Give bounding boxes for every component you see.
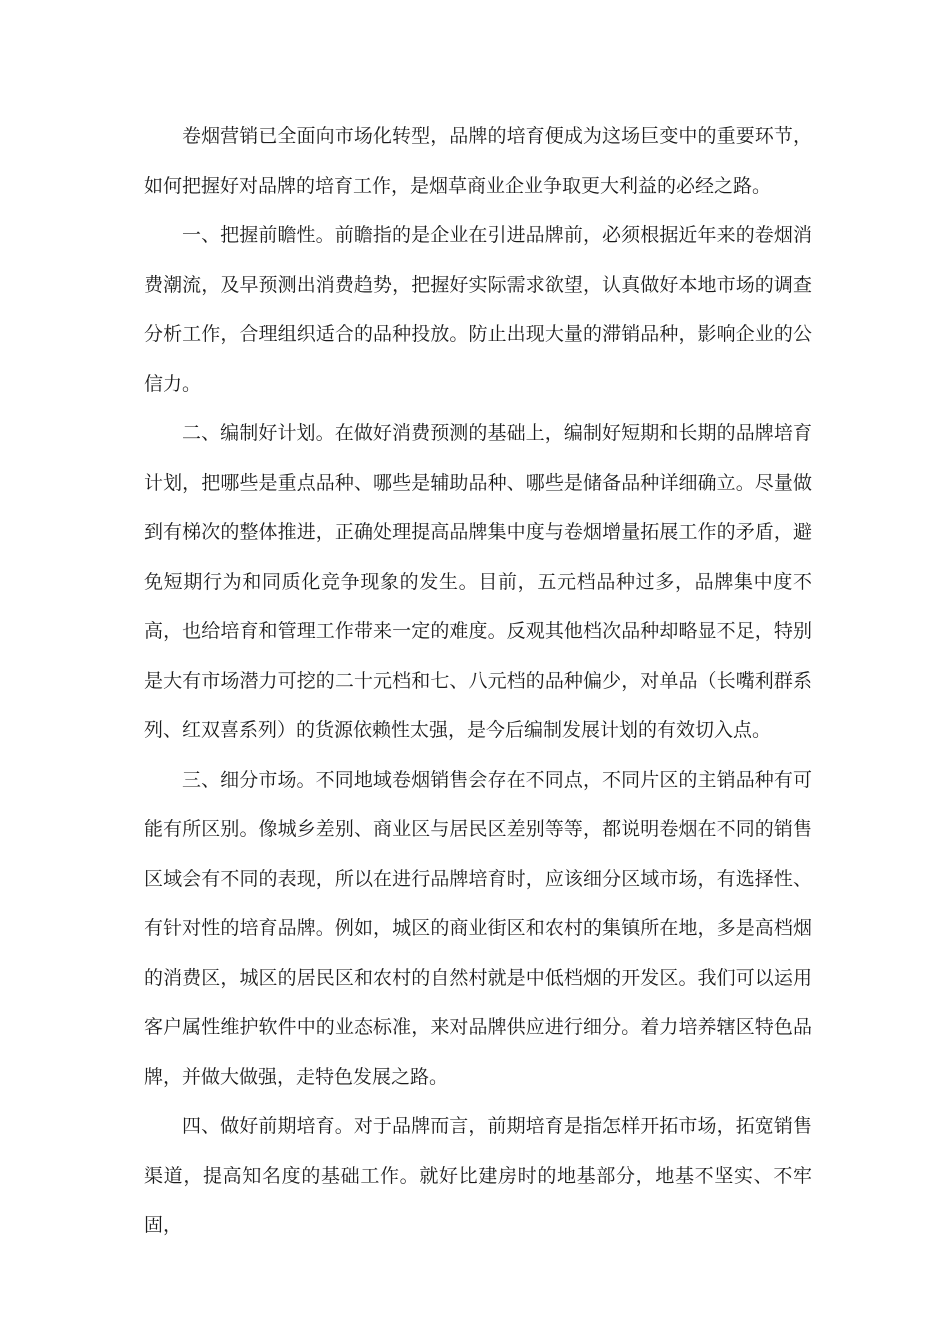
paragraph-section-2: 二、编制好计划。在做好消费预测的基础上，编制好短期和长期的品牌培育计划，把哪些是重点品种、哪些是辅助品种、哪些是储备品种详细确立。尽量做到有梯次的整体推进，正确处理提高品牌集中度与卷烟增量拓展工作的矛盾，避免短期行为和同质化竞争现象的发生。目前，五元档品种过多，品牌集中度不高，也给培育和管理工作带来一定的难度。反观其他档次品种却略显不足，特别是大有市场潜力可挖的二十元档和七、八元档的品种偏少，对单品（长嘴利群系列、红双喜系列）的货源依赖性太强，是今后编制发展计划的有效切入点。 bbox=[144, 422, 812, 741]
paragraph-section-4: 四、做好前期培育。对于品牌而言，前期培育是指怎样开拓市场，拓宽销售渠道，提高知名度的基础工作。就好比建房时的地基部分，地基不坚实、不牢固， bbox=[144, 1115, 812, 1236]
paragraph-section-3: 三、细分市场。不同地域卷烟销售会存在不同点，不同片区的主销品种有可能有所区别。像城乡差别、商业区与居民区差别等等，都说明卷烟在不同的销售区域会有不同的表现，所以在进行品牌培育时，应该细分区域市场，有选择性、有针对性的培育品牌。例如，城区的商业街区和农村的集镇所在地，多是高档烟的消费区，城区的居民区和农村的自然村就是中低档烟的开发区。我们可以运用客户属性维护软件中的业态标准，来对品牌供应进行细分。着力培养辖区特色品牌，并做大做强，走特色发展之路。 bbox=[144, 768, 812, 1088]
paragraph-intro: 卷烟营销已全面向市场化转型，品牌的培育便成为这场巨变中的重要环节，如何把握好对品牌的培育工作，是烟草商业企业争取更大利益的必经之路。 bbox=[144, 125, 812, 197]
document-body bbox=[144, 112, 812, 1251]
paragraph-section-1: 一、把握前瞻性。前瞻指的是企业在引进品牌前，必须根据近年来的卷烟消费潮流，及早预测出消费趋势，把握好实际需求欲望，认真做好本地市场的调查分析工作，合理组织适合的品种投放。防止出现大量的滞销品种，影响企业的公信力。 bbox=[144, 224, 812, 395]
